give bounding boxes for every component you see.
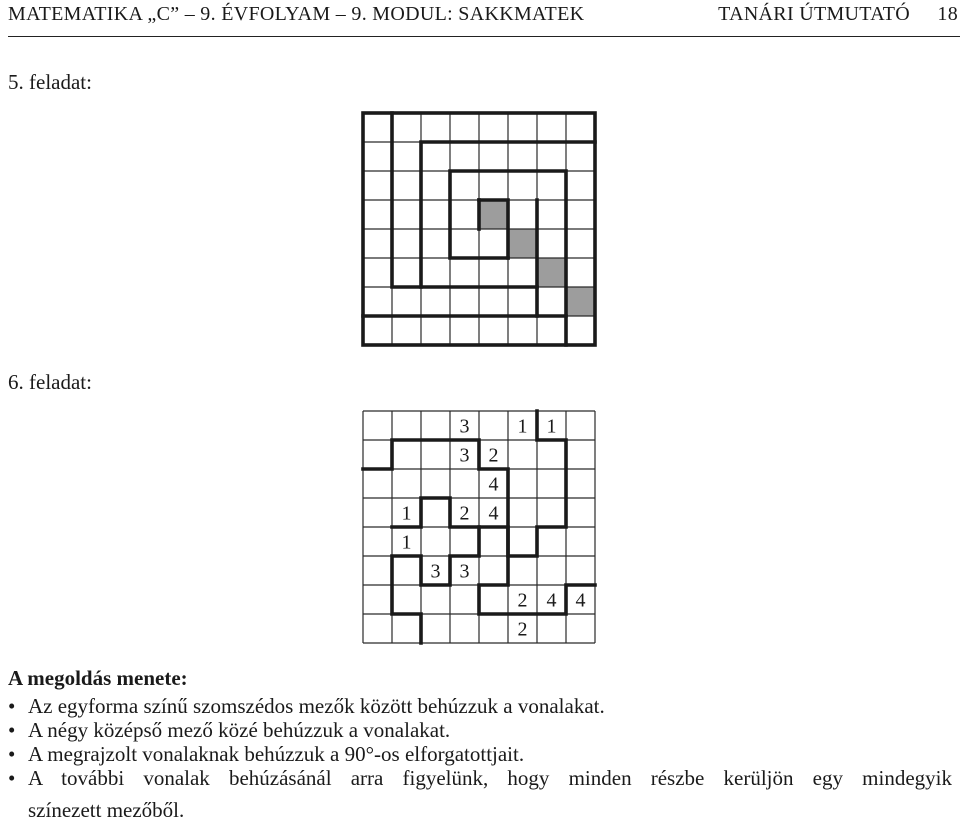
page-header: [8, 0, 960, 36]
cell-number: 1: [401, 502, 412, 525]
solution-step: • A megrajzolt vonalaknak behúzzuk a 90°-os elforgatottjait.: [8, 742, 525, 766]
cell-number: 1: [517, 415, 528, 438]
cell-number: 4: [546, 589, 557, 612]
bullet-dot: •: [8, 766, 16, 790]
bullet-dot: •: [8, 718, 16, 742]
header-section: TANÁRI ÚTMUTATÓ: [718, 3, 910, 25]
header-title: MATEMATIKA „C” – 9. ÉVFOLYAM – 9. MODUL: SAKKMATEK: [8, 3, 585, 25]
solution-step: • A négy középső mező közé behúzzuk a vonalakat.: [8, 718, 451, 742]
solution-step-continuation: színezett mezőből.: [28, 798, 185, 822]
solution-steps: [8, 694, 952, 790]
cell-number: 2: [517, 589, 528, 612]
task5-spiral-grid: [360, 110, 600, 350]
cell-number: 3: [459, 444, 470, 467]
solution-title: A megoldás menete:: [8, 666, 188, 690]
cell-number: 1: [401, 531, 412, 554]
cell-number: 4: [488, 473, 499, 496]
bullet-dot: •: [8, 742, 16, 766]
shaded-cell: [479, 200, 508, 229]
shaded-cell: [566, 287, 595, 316]
cell-number: 2: [517, 618, 528, 641]
task6-label: 6. feladat:: [8, 370, 92, 394]
solution-step: • Az egyforma színű szomszédos mezők között behúzzuk a vonalakat.: [8, 694, 605, 718]
cell-number: 2: [488, 444, 499, 467]
cell-number: 3: [459, 560, 470, 583]
task6-number-grid: [360, 408, 600, 648]
cell-number: 2: [459, 502, 470, 525]
solution-step: • A további vonalak behúzásánál arra figyelünk, hogy minden részbe kerüljön egy mindegyik: [8, 766, 952, 790]
task5-label: 5. feladat:: [8, 70, 92, 94]
cell-number: 1: [546, 415, 557, 438]
cell-number: 4: [575, 589, 586, 612]
bullet-dot: •: [8, 694, 16, 718]
cell-number: 3: [430, 560, 441, 583]
page-number: 18: [937, 3, 958, 25]
cell-number: 3: [459, 415, 470, 438]
shaded-cell: [508, 229, 537, 258]
cell-number: 4: [488, 502, 499, 525]
header-rule: [8, 36, 960, 37]
shaded-cell: [537, 258, 566, 287]
